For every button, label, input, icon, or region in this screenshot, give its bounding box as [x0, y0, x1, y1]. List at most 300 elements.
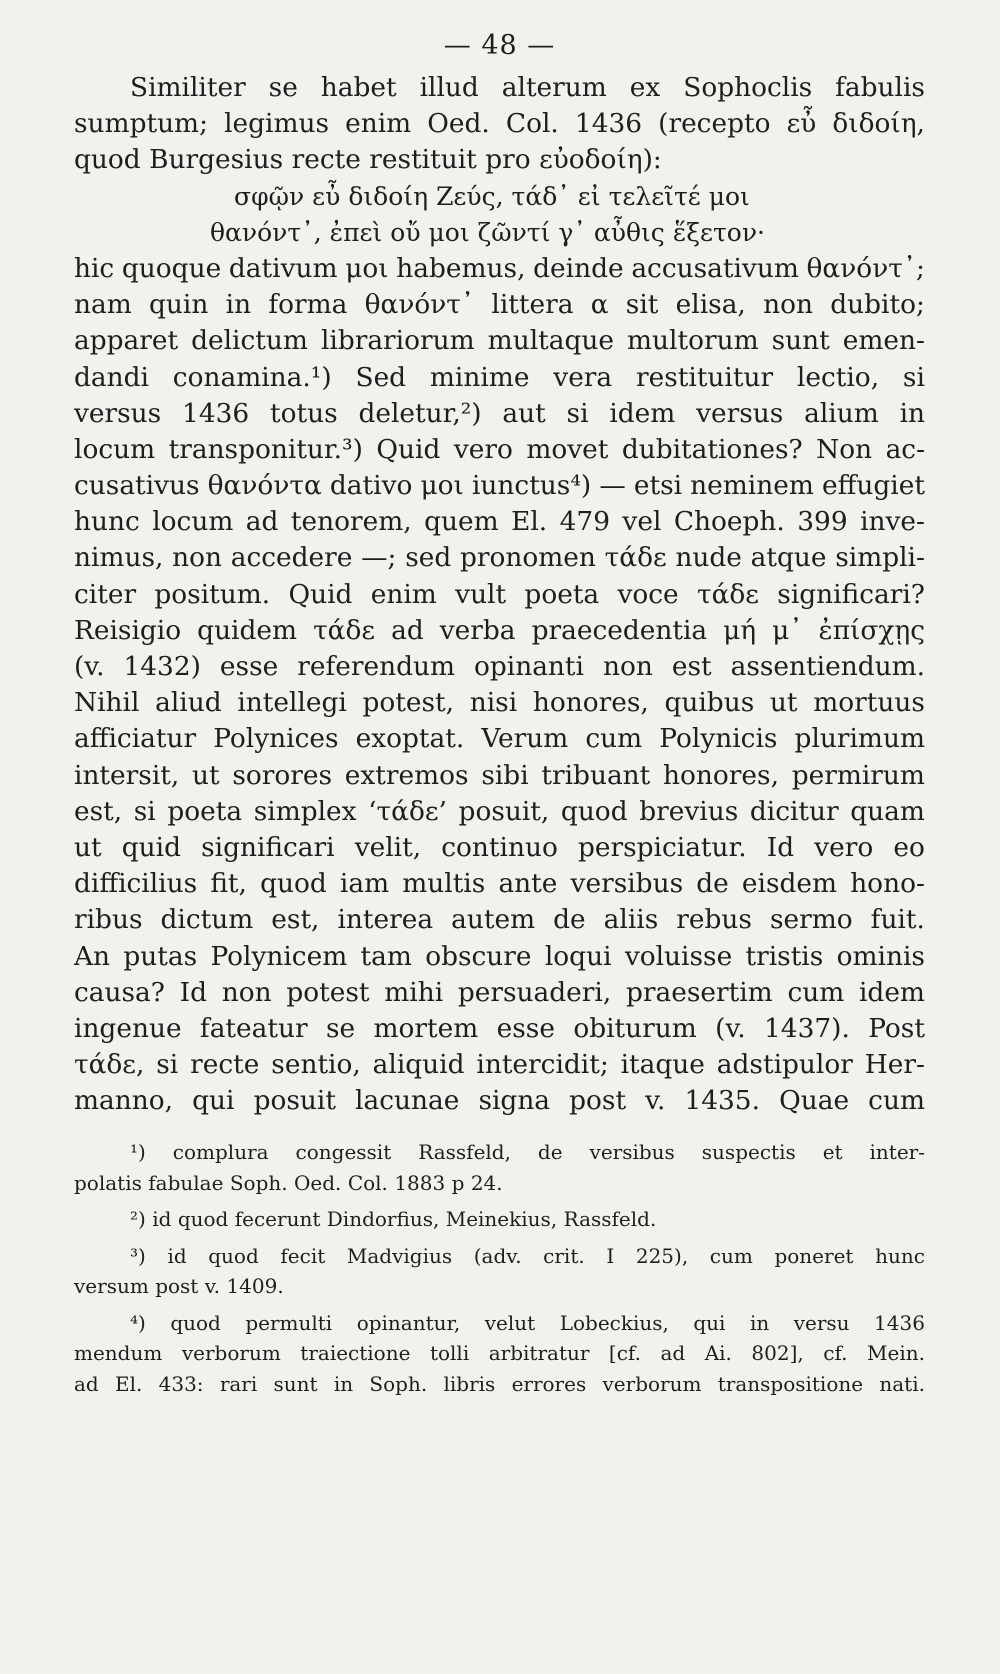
word: ⁴)	[130, 1310, 146, 1335]
word: 24.	[470, 1170, 503, 1195]
word: ac-	[885, 433, 925, 465]
word: dativo	[329, 470, 413, 502]
word: potest,	[362, 687, 455, 719]
word: honores,	[532, 687, 649, 719]
word: τάδ᾽	[511, 181, 570, 211]
word: quod	[208, 1243, 259, 1268]
word: ad	[74, 1371, 99, 1396]
word: Ζεύς,	[436, 181, 504, 211]
word: multaque	[487, 325, 614, 357]
text-line	[74, 360, 925, 396]
word: vera	[553, 361, 613, 393]
word: vero	[453, 433, 513, 465]
word: causa?	[74, 976, 165, 1008]
word: 479	[559, 506, 610, 538]
word: difficilius	[74, 868, 198, 900]
word: εὖ	[312, 181, 341, 211]
word: positum.	[154, 578, 271, 610]
word: enim	[345, 108, 412, 140]
word: accusativum	[631, 252, 799, 284]
text-line	[74, 794, 925, 830]
word: aliquid	[372, 1049, 465, 1081]
word: μοι	[708, 181, 750, 211]
word: locum	[152, 506, 234, 538]
word: Madvigius	[346, 1243, 453, 1268]
word: non	[763, 289, 813, 321]
word: sibi	[481, 759, 529, 791]
word: dictum	[160, 904, 254, 936]
word: autem	[451, 904, 536, 936]
word: inter-	[869, 1140, 925, 1165]
word: Mein.	[867, 1341, 925, 1366]
word: se	[325, 1012, 356, 1044]
word: quidem	[197, 614, 298, 646]
word: (v.	[74, 651, 105, 682]
word: Id	[179, 976, 207, 1008]
word: intellegi	[237, 687, 347, 719]
word: esse	[496, 1012, 555, 1044]
word: cf.	[823, 1341, 848, 1366]
word: τάδε,	[74, 1049, 145, 1081]
footnote-line	[74, 1338, 925, 1369]
word: adstipulor	[716, 1049, 853, 1081]
word: cum	[868, 1085, 925, 1117]
word: quod	[177, 1207, 229, 1232]
word: quem	[424, 506, 499, 538]
word: Dindorfius,	[326, 1207, 440, 1232]
word: Rassfeld,	[418, 1140, 511, 1165]
word: sumptum;	[74, 108, 208, 140]
word: τάδε	[313, 614, 376, 646]
word: nude	[675, 542, 742, 574]
word: fit,	[210, 868, 247, 900]
footnote-line	[74, 1137, 925, 1168]
word: ante	[498, 868, 558, 900]
word: versus	[696, 397, 784, 429]
word: nam	[74, 289, 132, 321]
word: est,	[74, 795, 123, 827]
word: versibus	[570, 868, 684, 900]
word: αὖθις	[593, 217, 665, 247]
word: potest	[286, 976, 370, 1008]
word: Sed	[355, 361, 407, 393]
word: I	[606, 1243, 615, 1268]
word: restituit	[369, 144, 477, 176]
word: significari	[201, 831, 335, 863]
word: enim	[370, 578, 437, 610]
word: est	[671, 651, 712, 682]
word: se	[268, 72, 298, 103]
word: illud	[419, 72, 479, 103]
text-line	[74, 1047, 925, 1083]
word: τελεῖτέ	[608, 181, 701, 211]
word: intersit,	[74, 759, 180, 791]
word: simplex	[253, 795, 357, 827]
word: etsi	[633, 470, 683, 502]
word: significari?	[777, 578, 925, 610]
word: οὔ	[390, 217, 421, 247]
word: si	[156, 1049, 179, 1081]
word: dubitationes?	[621, 433, 803, 465]
word: v.	[645, 1085, 666, 1117]
word: habet	[320, 72, 397, 103]
word: ³)	[130, 1243, 146, 1268]
word: eo	[893, 831, 925, 863]
word: vult	[455, 578, 507, 610]
text-line	[74, 251, 925, 287]
word: p	[451, 1170, 465, 1195]
text-line	[74, 468, 925, 504]
word: Soph.	[229, 1170, 288, 1195]
word: θανόντ᾽,	[210, 217, 322, 247]
word: errores	[511, 1371, 587, 1396]
word: qui	[192, 1085, 235, 1117]
word: 1883	[394, 1170, 446, 1195]
word: verborum	[602, 1371, 702, 1396]
word: 225),	[635, 1243, 689, 1268]
text-line	[74, 70, 925, 106]
word: honores,	[663, 759, 779, 791]
word: iunctus⁴)	[471, 470, 592, 502]
word: hic	[74, 252, 115, 284]
word: in	[749, 1310, 770, 1335]
word: exoptat.	[355, 723, 465, 755]
word: minime	[429, 361, 530, 393]
word: cusativus	[74, 470, 200, 502]
word: permulti	[245, 1310, 333, 1335]
word: σφῷν	[234, 181, 305, 211]
word: interea	[337, 904, 434, 936]
word: nisi	[469, 687, 518, 719]
word: si	[133, 795, 156, 827]
text-line	[74, 649, 925, 685]
word: recte	[190, 1049, 260, 1081]
word: aliis	[603, 904, 659, 936]
word: si	[902, 361, 925, 393]
word: lacunae	[355, 1085, 460, 1117]
page-number: — 48 —	[443, 30, 556, 61]
word: mortem	[373, 1012, 479, 1044]
word: 433:	[158, 1371, 204, 1396]
word: mendum	[74, 1341, 163, 1366]
word: An	[74, 940, 111, 972]
word: —;	[361, 542, 397, 574]
word: poneret	[774, 1243, 854, 1268]
word: (recepto	[658, 108, 771, 140]
text-line	[74, 758, 925, 794]
word: tristis	[745, 940, 824, 972]
word: quibus	[664, 687, 755, 719]
word: voce	[617, 578, 679, 610]
word: sit	[625, 289, 659, 321]
word: 1436	[182, 397, 250, 429]
word: aut	[502, 397, 546, 429]
main-text	[74, 70, 925, 1119]
text-line	[74, 613, 925, 649]
word: recte	[291, 144, 361, 176]
word: nimus,	[74, 542, 164, 574]
word: 399	[797, 506, 848, 538]
word: Sophoclis	[683, 72, 813, 103]
word: διδοίη	[348, 181, 429, 211]
word: citer	[74, 578, 137, 610]
word: quid	[121, 831, 181, 863]
word: itaque	[620, 1049, 705, 1081]
word: Verum	[481, 723, 569, 755]
word: polatis	[74, 1170, 142, 1195]
word: legimus	[224, 108, 330, 140]
text-line	[74, 396, 925, 432]
word: Burgesius	[149, 144, 284, 176]
word: Oed.	[427, 108, 490, 140]
word: de	[553, 904, 586, 936]
text-line	[74, 142, 925, 178]
word: ζῶντί	[477, 217, 551, 247]
word: deletur,²)	[358, 397, 482, 429]
footnote-line	[74, 1308, 925, 1339]
word: multorum	[627, 325, 759, 357]
word: intercidit;	[476, 1049, 609, 1081]
word: —	[599, 470, 626, 502]
word: ἐπίσχῃς	[818, 614, 925, 646]
word: 1409.	[226, 1274, 284, 1299]
word: brevius	[639, 795, 739, 827]
word: Ai.	[704, 1341, 732, 1366]
word: ἕξετον·	[672, 217, 765, 247]
word: neminem	[690, 470, 814, 502]
word: tribuant	[541, 759, 651, 791]
word: deinde	[533, 252, 624, 284]
word: rebus	[676, 904, 752, 936]
footnote-line	[74, 1204, 925, 1235]
word: littera	[491, 289, 574, 321]
word: iam	[339, 868, 390, 900]
word: quod	[74, 144, 141, 176]
word: restituitur	[636, 361, 774, 393]
word: persuaderi,	[457, 976, 612, 1008]
word: simpli-	[835, 542, 925, 574]
word: esse	[219, 651, 279, 682]
word: loqui	[544, 940, 612, 972]
text-line	[74, 106, 925, 142]
word: Polynicem	[210, 940, 348, 972]
word: afficiatur	[74, 723, 197, 755]
word: eisdem	[741, 868, 838, 900]
word: fecerunt	[234, 1207, 321, 1232]
word: poeta	[167, 795, 243, 827]
text-line	[74, 577, 925, 613]
word: τάδε	[697, 578, 759, 610]
word: idem	[609, 397, 676, 429]
word: 802],	[751, 1341, 804, 1366]
word: verba	[439, 614, 516, 646]
word: θανόντ᾽;	[806, 252, 925, 284]
word: non	[221, 976, 272, 1008]
word: ad	[660, 1341, 686, 1366]
word: sentio,	[271, 1049, 361, 1081]
word: [cf.	[608, 1341, 641, 1366]
word: quin	[149, 289, 209, 321]
word: sunt	[771, 325, 830, 357]
word: Soph.	[369, 1371, 428, 1396]
word: sorores	[232, 759, 333, 791]
text-line	[74, 830, 925, 866]
word: in	[899, 397, 925, 429]
word: sed	[405, 542, 452, 574]
word: forma	[268, 289, 348, 321]
word: quod	[560, 795, 628, 827]
word: Oed.	[294, 1170, 342, 1195]
word: obiturum	[573, 1012, 697, 1044]
word: ²)	[130, 1207, 146, 1232]
word: signa	[478, 1085, 551, 1117]
word: μοι	[428, 217, 470, 247]
word: El.	[511, 506, 548, 538]
word: ad	[391, 614, 424, 646]
word: (v.	[715, 1012, 746, 1044]
word: εἰ	[577, 181, 601, 211]
word: 1432)	[123, 651, 201, 682]
word: mortuus	[813, 687, 925, 719]
word: et	[822, 1140, 843, 1165]
word: de	[537, 1140, 563, 1165]
word: εὖ	[786, 108, 817, 140]
footnote	[74, 1137, 925, 1198]
word: elisa,	[675, 289, 746, 321]
word: v.	[204, 1274, 221, 1299]
text-line	[74, 215, 925, 251]
word: dicitur	[749, 795, 839, 827]
word: ut	[74, 831, 102, 863]
word: 1435.	[684, 1085, 760, 1117]
word: fateatur	[199, 1012, 308, 1044]
word: quoque	[121, 252, 222, 284]
word: de	[696, 868, 729, 900]
word: alium	[804, 397, 879, 429]
word: Choeph.	[673, 506, 785, 538]
word: vel	[622, 506, 662, 538]
text-line	[74, 975, 925, 1011]
word: movet	[526, 433, 609, 465]
word: vero	[814, 831, 874, 863]
word: conamina.¹)	[172, 361, 332, 393]
word: ad	[245, 506, 279, 538]
word: fecit	[280, 1243, 326, 1268]
word: praecedentia	[531, 614, 708, 646]
text-line	[74, 721, 925, 757]
word: voluisse	[624, 940, 733, 972]
word: dubito;	[830, 289, 925, 321]
word: (adv.	[473, 1243, 522, 1268]
word: versibus	[589, 1140, 675, 1165]
word: tam	[360, 940, 412, 972]
word: referendum	[297, 651, 455, 682]
word: perspiciatur.	[577, 831, 747, 863]
word: est,	[271, 904, 320, 936]
footnote-line	[74, 1168, 925, 1199]
word: post	[569, 1085, 627, 1117]
word: multis	[402, 868, 486, 900]
word: non	[602, 651, 653, 682]
word: arbitratur	[488, 1341, 590, 1366]
word: quam	[850, 795, 925, 827]
word: Nihil	[74, 687, 140, 719]
footnotes	[74, 1137, 925, 1399]
word: alterum	[501, 72, 607, 103]
word: cum	[585, 723, 643, 755]
word: obscure	[425, 940, 532, 972]
word: inve-	[860, 506, 925, 538]
word: putas	[123, 940, 198, 972]
word: dandi	[74, 361, 149, 393]
word: ut	[192, 759, 220, 791]
word: pronomen	[459, 542, 596, 574]
word: effugiet	[822, 470, 925, 502]
text-line	[74, 287, 925, 323]
word: lectio,	[796, 361, 880, 393]
word: traiectione	[300, 1341, 411, 1366]
word: transpositione	[717, 1371, 864, 1396]
word: crit.	[543, 1243, 585, 1268]
word: μοι	[420, 470, 464, 502]
word: μ᾽	[772, 614, 803, 646]
footnote	[74, 1204, 925, 1235]
text-line	[74, 432, 925, 468]
word: διδοίη,	[832, 108, 925, 140]
word: ‘τάδε’	[368, 795, 447, 827]
word: id	[152, 1207, 172, 1232]
word: extremos	[344, 759, 469, 791]
word: posuit,	[458, 795, 550, 827]
word: ingenue	[74, 1012, 182, 1044]
word: quod	[260, 868, 327, 900]
text-line	[74, 939, 925, 975]
word: si	[566, 397, 589, 429]
word: μή	[723, 614, 757, 646]
word: θανόντ᾽	[364, 289, 475, 321]
word: ominis	[836, 940, 925, 972]
word: versu	[793, 1310, 850, 1335]
word: Similiter	[130, 72, 246, 103]
word: Meinekius,	[445, 1207, 558, 1232]
word: versus	[74, 397, 162, 429]
word: apparet	[74, 325, 179, 357]
word: continuo	[441, 831, 558, 863]
word: tolli	[429, 1341, 470, 1366]
word: ex	[629, 72, 661, 103]
word: hunc	[875, 1243, 925, 1268]
word: nati.	[879, 1371, 925, 1396]
word: ut	[769, 687, 798, 719]
word: librariorum	[320, 325, 475, 357]
word: sermo	[769, 904, 853, 936]
word: θανόντα	[207, 470, 322, 502]
word: Post	[868, 1012, 925, 1044]
word: mihi	[384, 976, 444, 1008]
text-line	[74, 866, 925, 902]
word: fuit.	[870, 904, 925, 936]
footnote-line	[74, 1369, 925, 1400]
word: 1437).	[763, 1012, 850, 1044]
word: in	[333, 1371, 354, 1396]
word: Rassfeld.	[563, 1207, 657, 1232]
word: sunt	[273, 1371, 318, 1396]
word: τάδε	[604, 542, 667, 574]
word: velut	[484, 1310, 536, 1335]
word: opinanti	[473, 651, 584, 682]
word: id	[167, 1243, 187, 1268]
word: praesertim	[625, 976, 773, 1008]
